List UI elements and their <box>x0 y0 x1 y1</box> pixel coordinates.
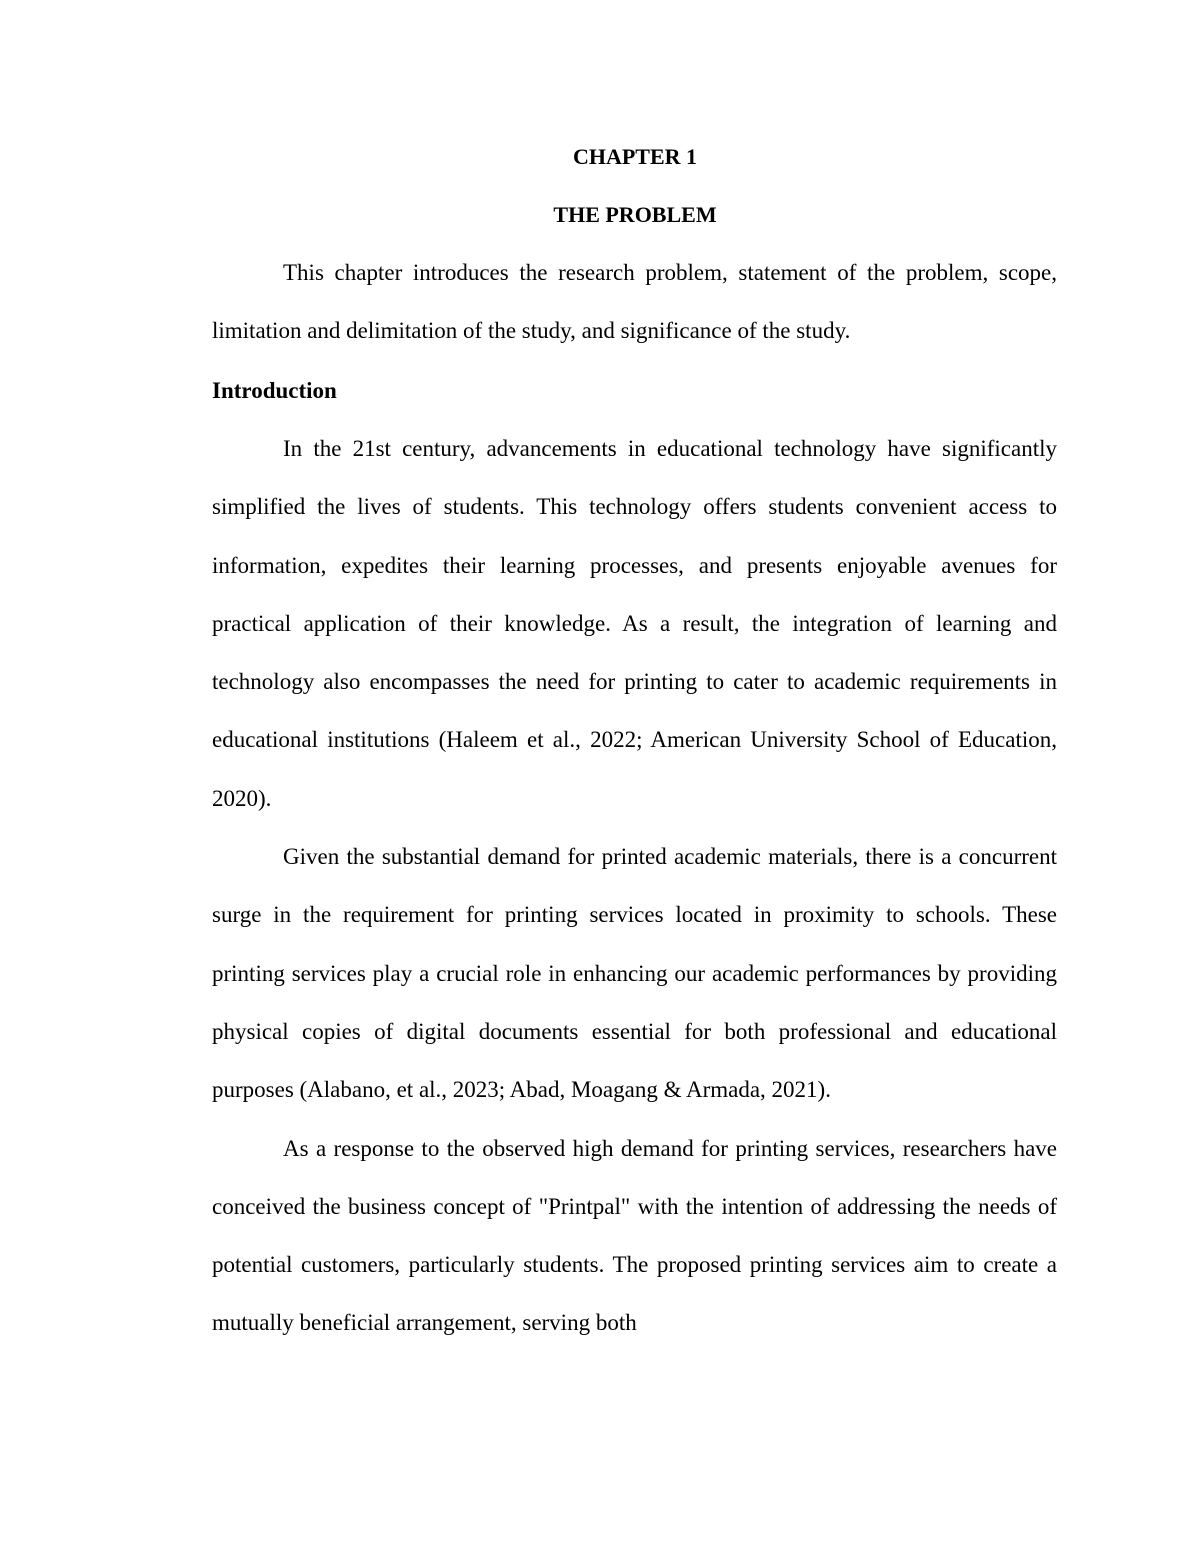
chapter-intro-paragraph: This chapter introduces the research problem, statement of the problem, scope, limitation and delimitation of the study, and significance of the study. <box>212 260 1057 344</box>
body-paragraph: In the 21st century, advancements in educational technology have significantly simplified the lives of students. This technology offers students convenient access to information, expedites their learning processes, and presents enjoyable avenues for practical application of their knowledge. As a result, the integration of learning and technology also encompasses the need for printing to cater to academic requirements in educational institutions (Haleem et al., 2022; American University School of Education, 2020). <box>212 436 1057 811</box>
introduction-body <box>212 420 1057 1353</box>
body-paragraph: Given the substantial demand for printed academic materials, there is a concurrent surge in the requirement for printing services located in proximity to schools. These printing services play a crucial role in enhancing our academic performances by providing physical copies of digital documents essential for both professional and educational purposes (Alabano, et al., 2023; Abad, Moagang & Armada, 2021). <box>212 844 1057 1103</box>
body-paragraph: As a response to the observed high demand for printing services, researchers have conceived the business concept of "Printpal" with the intention of addressing the needs of potential customers, particularly students. The proposed printing services aim to create a mutually beneficial arrangement, serving both <box>212 1135 1057 1336</box>
chapter-title: THE PROBLEM <box>553 202 717 227</box>
section-heading-introduction: Introduction <box>212 378 337 403</box>
chapter-number: CHAPTER 1 <box>572 144 698 169</box>
